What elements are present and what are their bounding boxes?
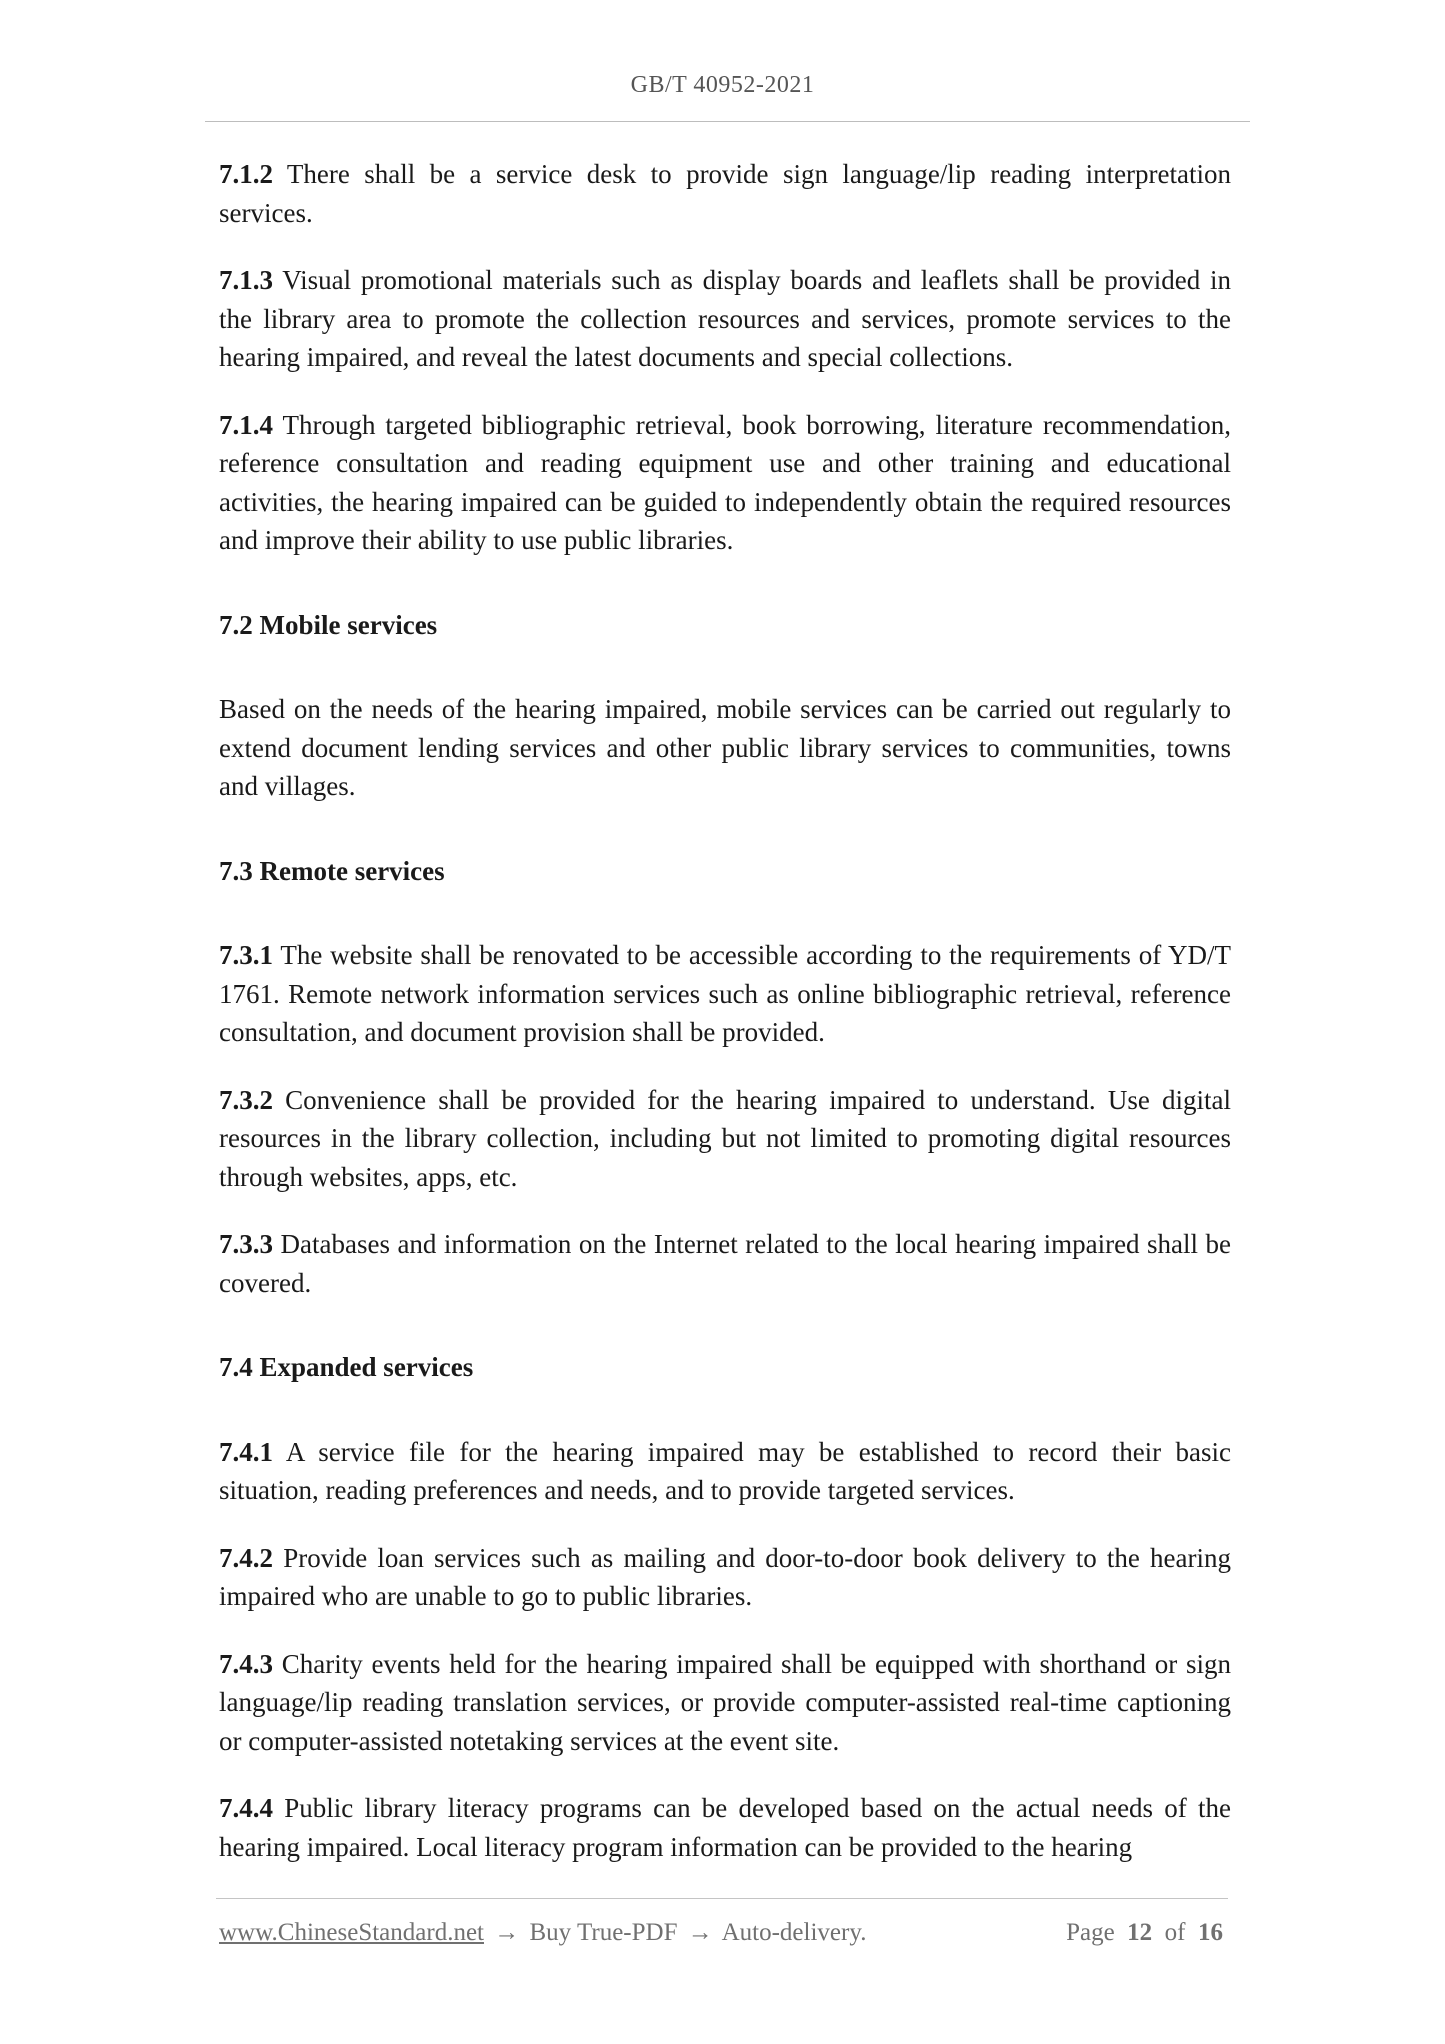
clause-text: Through targeted bibliographic retrieval, book borrowing, literature recommendation, reference consultation and reading equipment use and other training and educational activities, the hearing impaired can be guided to independently obtain the required resources and improve their ability to use public libraries. [219,409,1232,555]
clause-text: Provide loan services such as mailing and door-to-door book delivery to the hearing impaired who are unable to go to public libraries. [219,1542,1232,1611]
clause-text: There shall be a service desk to provide sign language/lip reading interpretation services. [219,159,1232,228]
document-body [219,155,1231,1895]
clause-number: 7.1.3 [219,265,273,295]
clause-text: Visual promotional materials such as display boards and leaflets shall be provided in the library area to promote the collection resources and services, promote services to the hearing impaired, and reveal the latest documents and special collections. [219,265,1231,372]
current-page-number: 12 [1127,1919,1153,1946]
arrow-right-icon: → [494,1919,520,1946]
clause-number: 7.1.2 [219,159,273,189]
clause-7-1-3 [219,261,1231,377]
clause-7-3-1 [219,936,1231,1052]
section-heading-7-2: 7.2 Mobile services [219,609,438,640]
total-pages-number: 16 [1198,1919,1223,1946]
clause-7-4-2 [219,1539,1231,1616]
clause-number: 7.4.4 [219,1793,273,1823]
section-7-2-text: Based on the needs of the hearing impaired, mobile services can be carried out regularly to extend document lending services and other public library services to communities, towns and villages. [219,694,1231,801]
clause-7-4-4 [219,1789,1231,1866]
clause-7-3-2 [219,1081,1231,1197]
page-label: Page [1066,1919,1115,1946]
clause-text: Public library literacy programs can be developed based on the actual needs of the hearing impaired. Local literacy program information can be provided to the hearing [219,1793,1232,1862]
footer-promo [219,1919,866,1947]
section-heading-7-4: 7.4 Expanded services [219,1352,474,1382]
clause-number: 7.3.2 [219,1084,273,1115]
of-label: of [1164,1919,1186,1946]
page-header-title: GB/T 40952-2021 [630,72,815,98]
clause-7-1-4 [219,406,1231,560]
clause-number: 7.4.1 [219,1436,273,1467]
clause-text: Convenience shall be provided for the hearing impaired to understand. Use digital resources in the library collection, including but not limited to promoting digital resources through websites, apps, etc. [219,1084,1231,1192]
clause-number: 7.4.2 [219,1542,273,1573]
buy-pdf-text: Buy True-PDF [529,1919,678,1946]
clause-7-1-2 [219,155,1231,232]
website-link[interactable]: www.ChineseStandard.net [219,1919,484,1946]
clause-number: 7.4.3 [219,1648,273,1679]
auto-delivery-text: Auto-delivery. [721,1919,867,1946]
header-divider [205,121,1250,122]
clause-text: Databases and information on the Internet related to the local hearing impaired shall be covered. [219,1229,1232,1298]
section-heading-7-3: 7.3 Remote services [219,855,445,886]
footer-divider [216,1898,1228,1899]
clause-7-4-1 [219,1433,1231,1510]
clause-number: 7.3.3 [219,1229,273,1259]
clause-7-4-3 [219,1645,1231,1761]
clause-text: A service file for the hearing impaired may be established to record their basic situation, reading preferences and needs, and to provide targeted services. [219,1436,1231,1505]
page-indicator [1066,1919,1223,1947]
clause-text: The website shall be renovated to be accessible according to the requirements of YD/T 1761. Remote network information services such as online bibliographic retrieval, reference consultation, and document provision shall be provided. [219,940,1232,1047]
clause-7-3-3 [219,1225,1231,1302]
page-footer [219,1919,1229,1953]
clause-number: 7.3.1 [219,940,273,970]
arrow-right-icon: → [687,1919,713,1946]
clause-number: 7.1.4 [219,409,273,440]
clause-text: Charity events held for the hearing impaired shall be equipped with shorthand or sign language/lip reading translation services, or provide computer-assisted real-time captioning or computer-assisted notetaking services at the event site. [219,1648,1231,1756]
